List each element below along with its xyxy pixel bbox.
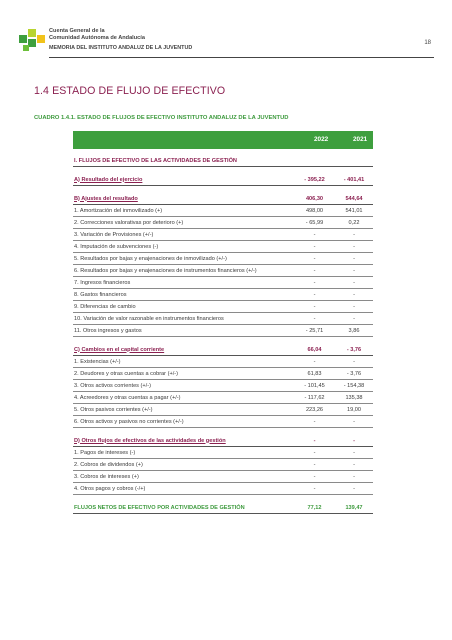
row-label: D) Otros flujos de efectivos de las actividades de gestión <box>73 435 294 447</box>
row-label: 3. Otros activos corrientes (+/-) <box>73 380 294 392</box>
row-d-otros-flujos <box>73 435 373 447</box>
row-label: 4. Imputación de subvenciones (-) <box>73 241 294 253</box>
row-label: 8. Gastos financieros <box>73 289 294 301</box>
value-2021: - 401,41 <box>334 174 373 186</box>
row-label: C) Cambios en el capital corriente <box>73 344 294 356</box>
value-2022: - <box>294 459 334 471</box>
value-2021: - 3,76 <box>334 344 373 356</box>
value-2022: 66,04 <box>294 344 334 356</box>
row-label: 4. Otros pagos y cobros (-/+) <box>73 483 294 495</box>
org-name-line2: Comunidad Autónoma de Andalucía <box>49 35 145 41</box>
row-b-ajustes <box>73 193 373 205</box>
table-row <box>73 368 373 380</box>
table-row <box>73 483 373 495</box>
value-2022: - <box>294 229 334 241</box>
table-row <box>73 392 373 404</box>
value-2022: - 117,62 <box>294 392 334 404</box>
value-2021: - <box>334 459 373 471</box>
value-2022: - 25,71 <box>294 325 334 337</box>
column-header-2022: 2022 <box>314 136 329 143</box>
value-2021: - <box>334 471 373 483</box>
page-header <box>19 22 439 56</box>
row-label: 9. Diferencias de cambio <box>73 301 294 313</box>
table-header-bar <box>73 131 373 149</box>
value-2022: - <box>294 253 334 265</box>
row-label: 2. Cobros de dividendos (+) <box>73 459 294 471</box>
value-2021: - <box>334 483 373 495</box>
table-row <box>73 241 373 253</box>
table-row <box>73 217 373 229</box>
value-2021: 19,00 <box>334 404 373 416</box>
value-2021: - <box>334 356 373 368</box>
row-label: 1. Pagos de intereses (-) <box>73 447 294 459</box>
value-2022: 77,12 <box>294 502 334 514</box>
value-2021: - <box>334 241 373 253</box>
value-2021: 3,86 <box>334 325 373 337</box>
row-label: FLUJOS NETOS DE EFECTIVO POR ACTIVIDADES DE GESTIÓN <box>73 502 294 514</box>
row-label: 1. Amortización del inmovilizado (+) <box>73 205 294 217</box>
table-row <box>73 447 373 459</box>
table-row <box>73 325 373 337</box>
table-row <box>73 277 373 289</box>
row-label: 7. Ingresos financieros <box>73 277 294 289</box>
value-2021: 139,47 <box>334 502 373 514</box>
row-label: 10. Variación de valor razonable en instrumentos financieros <box>73 313 294 325</box>
row-c-capital-corriente <box>73 344 373 356</box>
table-row <box>73 229 373 241</box>
row-label: 2. Deudores y otras cuentas a cobrar (+/-) <box>73 368 294 380</box>
value-2022: 223,26 <box>294 404 334 416</box>
value-2021: - <box>334 447 373 459</box>
table-row <box>73 356 373 368</box>
table-row <box>73 416 373 428</box>
table-row <box>73 205 373 217</box>
value-2022: - <box>294 313 334 325</box>
value-2021: - <box>334 313 373 325</box>
value-2022: 61,83 <box>294 368 334 380</box>
value-2022: - <box>294 277 334 289</box>
value-2021: - <box>334 253 373 265</box>
junta-andalucia-logo-icon <box>19 27 45 53</box>
row-label: 6. Resultados por bajas y enajenaciones de instrumentos financieros (+/-) <box>73 265 294 277</box>
value-2022: 498,00 <box>294 205 334 217</box>
value-2022: - <box>294 416 334 428</box>
table-row <box>73 301 373 313</box>
value-2021: - <box>334 265 373 277</box>
value-2021: - <box>334 416 373 428</box>
value-2021: 544,64 <box>334 193 373 205</box>
value-2021: - 154,38 <box>334 380 373 392</box>
value-2021: - <box>334 229 373 241</box>
table-row <box>73 253 373 265</box>
value-2022: - 395,22 <box>294 174 334 186</box>
value-2021: 541,01 <box>334 205 373 217</box>
section-heading-row <box>73 155 373 167</box>
table-row <box>73 313 373 325</box>
value-2022: - <box>294 447 334 459</box>
table-caption: CUADRO 1.4.1. ESTADO DE FLUJOS DE EFECTIVO INSTITUTO ANDALUZ DE LA JUVENTUD <box>34 115 289 121</box>
value-2021: - <box>334 289 373 301</box>
table-row <box>73 265 373 277</box>
value-2021: - 3,76 <box>334 368 373 380</box>
row-label: B) Ajustes del resultado <box>73 193 294 205</box>
table-row <box>73 471 373 483</box>
row-label: 4. Acreedores y otras cuentas a pagar (+/-) <box>73 392 294 404</box>
table-row <box>73 289 373 301</box>
value-2022: - <box>294 483 334 495</box>
value-2021: - <box>334 277 373 289</box>
row-label: A) Resultado del ejercicio <box>73 174 294 186</box>
row-a-resultado <box>73 174 373 186</box>
table-row <box>73 404 373 416</box>
org-name-line1: Cuenta General de la <box>49 28 105 34</box>
value-2021: - <box>334 301 373 313</box>
value-2022: - <box>294 265 334 277</box>
value-2022: - <box>294 356 334 368</box>
table-row <box>73 380 373 392</box>
value-2022: - <box>294 301 334 313</box>
value-2021: - <box>334 435 373 447</box>
column-header-2021: 2021 <box>353 136 368 143</box>
value-2022: - 101,45 <box>294 380 334 392</box>
section-title: 1.4 ESTADO DE FLUJO DE EFECTIVO <box>34 85 226 97</box>
row-total-flujos-netos <box>73 502 373 514</box>
value-2021: 0,22 <box>334 217 373 229</box>
value-2021: 135,38 <box>334 392 373 404</box>
row-label: 3. Cobros de intereses (+) <box>73 471 294 483</box>
memoria-title: MEMORIA DEL INSTITUTO ANDALUZ DE LA JUVENTUD <box>49 45 193 51</box>
value-2022: - <box>294 289 334 301</box>
row-label: 1. Existencias (+/-) <box>73 356 294 368</box>
header-divider <box>49 57 434 58</box>
row-label: 2. Correcciones valorativas por deterioro (+) <box>73 217 294 229</box>
value-2022: - <box>294 241 334 253</box>
value-2022: - 65,99 <box>294 217 334 229</box>
row-label: 11. Otros ingresos y gastos <box>73 325 294 337</box>
section-heading: I. FLUJOS DE EFECTIVO DE LAS ACTIVIDADES DE GESTIÓN <box>73 155 373 167</box>
row-label: 5. Resultados por bajas y enajenaciones de inmovilizado (+/-) <box>73 253 294 265</box>
row-label: 6. Otros activos y pasivos no corrientes (+/-) <box>73 416 294 428</box>
value-2022: 406,30 <box>294 193 334 205</box>
page-number: 18 <box>424 40 431 46</box>
row-label: 3. Variación de Provisiones (+/-) <box>73 229 294 241</box>
row-label: 5. Otros pasivos corrientes (+/-) <box>73 404 294 416</box>
table-row <box>73 459 373 471</box>
value-2022: - <box>294 471 334 483</box>
value-2022: - <box>294 435 334 447</box>
cash-flow-table <box>73 155 373 514</box>
